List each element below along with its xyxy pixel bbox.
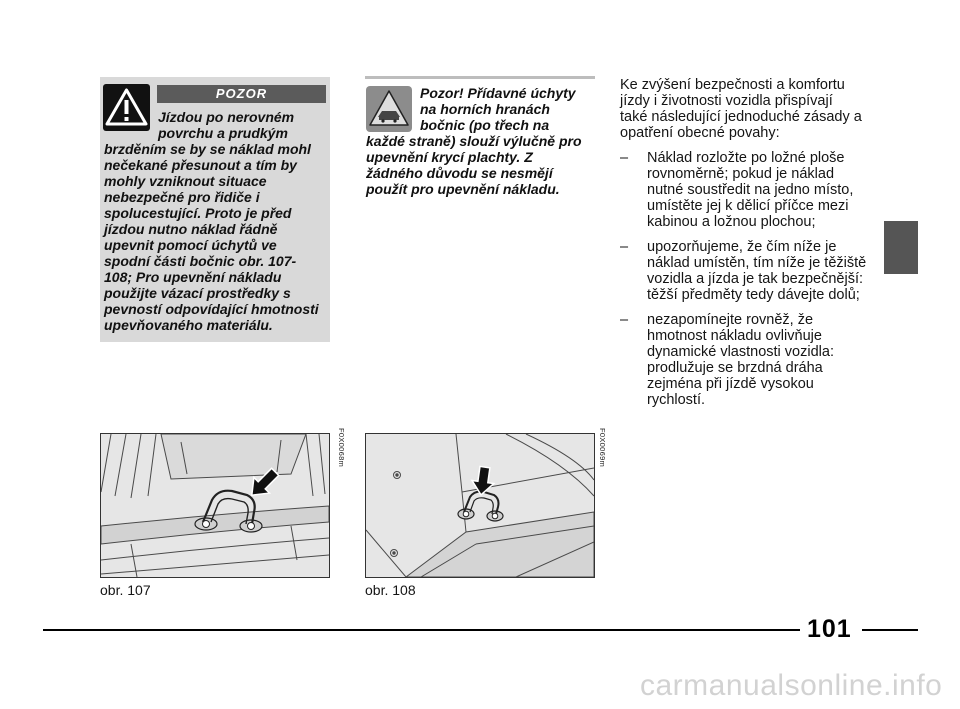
intro-line: opatření obecné povahy: [620,125,780,141]
warning-line: brzděním se by se náklad mohl [104,141,311,157]
warning-line: použijte vázací prostředky s [104,285,291,301]
note-top-rule [365,76,595,79]
bolt [463,511,469,517]
note-line: použít pro upevnění nákladu. [366,181,560,197]
warning-line: nebezpečné pro řidiče i [104,189,260,205]
bed-line-art [366,434,594,577]
item-line: dynamické vlastnosti vozidla: [647,344,834,360]
list-dash: – [620,239,629,255]
warning-line: spodní části bočnic obr. 107- [104,253,297,269]
tie-down-hook-illustration [366,434,594,577]
warning-line: nečekané přesunout a tím by [104,157,297,173]
warning-box [100,77,330,342]
item-line: nezapomínejte rovněž, že [647,312,814,328]
note-text [366,85,595,197]
bolt [248,523,255,530]
item-line: rovnoměrně; pokud je náklad [647,166,835,182]
loading-guidance [620,77,870,408]
item-line: rychlostí. [647,392,706,408]
item-line: prodlužuje se brzdná dráha [647,360,823,376]
section-tab [884,221,918,274]
warning-text [104,109,328,333]
item-line: kabinou a ložnou plochou; [647,214,816,230]
figure-caption: obr. 107 [100,582,151,598]
warning-header: POZOR [157,85,326,103]
cover-attachment-note [365,76,595,216]
intro-line: jízdy i životnosti vozidla přispívají [620,93,833,109]
item-line: zejména při jízdě vysokou [647,376,814,392]
warning-line: 108; Pro upevnění nákladu [104,269,282,285]
item-line: upozorňujeme, že čím níže je [647,239,837,255]
guidance-item [620,239,870,303]
guidance-intro [620,77,870,141]
figure-caption: obr. 108 [365,582,416,598]
note-line: žádného důvodu se nesmějí [366,165,553,181]
page-number: 101 [807,615,852,643]
warning-line: jízdou nutno náklad řádně [104,221,278,237]
warning-line: mohly vzniknout situace [104,173,267,189]
item-line: nutné soustředit na jedno místo, [647,182,854,198]
footer-rule-right [862,629,918,631]
warning-line: upevňovaného materiálu. [104,317,273,333]
intro-line: také následující jednoduché zásady a [620,109,862,125]
list-dash: – [620,150,629,166]
item-line: hmotnost nákladu ovlivňuje [647,328,822,344]
intro-line: Ke zvýšení bezpečnosti a komfortu [620,77,845,93]
item-line: náklad umístěn, tím níže je těžiště [647,255,867,271]
guidance-item [620,150,870,230]
warning-line: Jízdou po nerovném [158,109,295,125]
warning-line: pevností odpovídající hmotnosti [104,301,319,317]
guidance-item [620,312,870,408]
figure-code: F0X0068m [337,428,346,468]
bed-line-art [101,434,329,577]
note-line: Pozor! Přídavné úchyty [420,85,576,101]
bolt [492,513,498,519]
item-line: umístěte jej k dělicí příčce mezi [647,198,849,214]
tie-down-hook-illustration [101,434,329,577]
item-line: vozidla a jízda je tak bezpečnější: [647,271,864,287]
item-line: Náklad rozložte po ložné ploše [647,150,845,166]
item-line: těžší předměty tedy dávejte dolů; [647,287,860,303]
watermark: carmanualsonline.info [640,669,943,702]
note-line: na horních hranách [420,101,550,117]
warning-line: povrchu a prudkým [158,125,288,141]
note-line: bočnic (po třech na [420,117,550,133]
note-line: každé straně) slouží výlučně pro [366,133,582,149]
note-line: upevnění krycí plachty. Z [366,149,533,165]
warning-line: upevnit pomocí úchytů ve [104,237,277,253]
bolt [203,521,210,528]
figure-107 [100,433,330,578]
footer-rule-left [43,629,800,631]
figure-108 [365,433,595,578]
warning-line: spolucestující. Proto je před [104,205,292,221]
list-dash: – [620,312,629,328]
figure-code: F0X0069m [598,428,607,468]
